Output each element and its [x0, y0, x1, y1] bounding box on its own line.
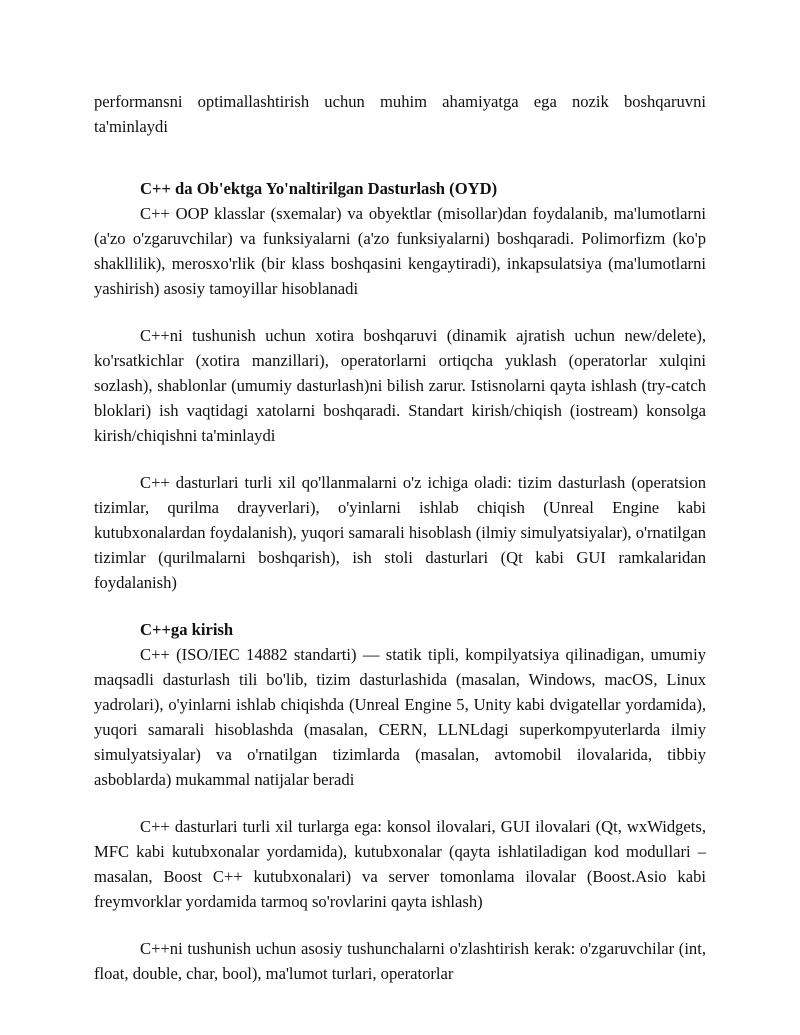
- paragraph-oop: C++ OOP klasslar (sxemalar) va obyektlar (misollar)dan foydalanib, ma'lumotlarni (a'zo o'zgaruvchilar) va funksiyalarni (a'zo funksiyalarni) boshqaradi. Polimorfizm (ko'p shakllilik), merosxo'rlik (bir klass boshqasini kengaytiradi), inkapsulatsiya (ma'lumotlarni yashirish) asosiy tamoyillar hisoblanadi: [94, 204, 706, 298]
- paragraph-iso: C++ (ISO/IEC 14882 standarti) — statik tipli, kompilyatsiya qilinadigan, umumiy maqsadli dasturlash tili bo'lib, tizim dasturlashida (masalan, Windows, macOS, Linux yadrolari), o'yinlarni ishlab chiqishda (Unreal Engine 5, Unity kabi dvigatellar yordamida), yuqori samarali hisoblashda (masalan, CERN, LLNLdagi superkompyuterlarda ilmiy simulyatsiyalar) va o'rnatilgan tizimlarda (masalan, avtomobil ilovalarida, tibbiy asboblarda) mukammal natijalar beradi: [94, 645, 706, 789]
- paragraph-memory: C++ni tushunish uchun xotira boshqaruvi (dinamik ajratish uchun new/delete), ko'rsatkichlar (xotira manzillari), operatorlarni ortiqcha yuklash (operatorlar xulqini sozlash), shablonlar (umumiy dasturlash)ni bilish zarur. Istisnolarni qayta ishlash (try-catch bloklari) ish vaqtidagi xatolarni boshqaradi. Standart kirish/chiqish (iostream) konsolga kirish/chiqishni ta'minlaydi: [94, 326, 706, 445]
- paragraph-basics: C++ni tushunish uchun asosiy tushunchalarni o'zlashtirish kerak: o'zgaruvchilar (int, float, double, char, bool), ma'lumot turlari, operatorlar: [94, 939, 706, 983]
- heading-intro: C++ga kirish: [140, 620, 234, 639]
- paragraph-intro: performansni optimallashtirish uchun muhim ahamiyatga ega nozik boshqaruvni ta'minlaydi: [94, 92, 706, 136]
- heading-oyd: C++ da Ob'ektga Yo'naltirilgan Dasturlash (OYD): [140, 179, 498, 198]
- document-page: [94, 89, 706, 986]
- paragraph-types: C++ dasturlari turli xil turlarga ega: konsol ilovalari, GUI ilovalari (Qt, wxWidgets, MFC kabi kutubxonalar yordamida), kutubxonalar (qayta ishlatiladigan kod modullari – masalan, Boost C++ kutubxonalari) va server tomonlama ilovalar (Boost.Asio kabi freymvorklar yordamida tarmoq so'rovlarini qayta ishlash): [94, 817, 706, 911]
- paragraph-applications: C++ dasturlari turli xil qo'llanmalarni o'z ichiga oladi: tizim dasturlash (operatsion tizimlar, qurilma drayverlari), o'yinlarni ishlab chiqish (Unreal Engine kabi kutubxonalardan foydalanish), yuqori samarali hisoblash (ilmiy simulyatsiyalar), o'rnatilgan tizimlar (qurilmalarni boshqarish), ish stoli dasturlari (Qt kabi GUI ramkalaridan foydalanish): [94, 473, 706, 592]
